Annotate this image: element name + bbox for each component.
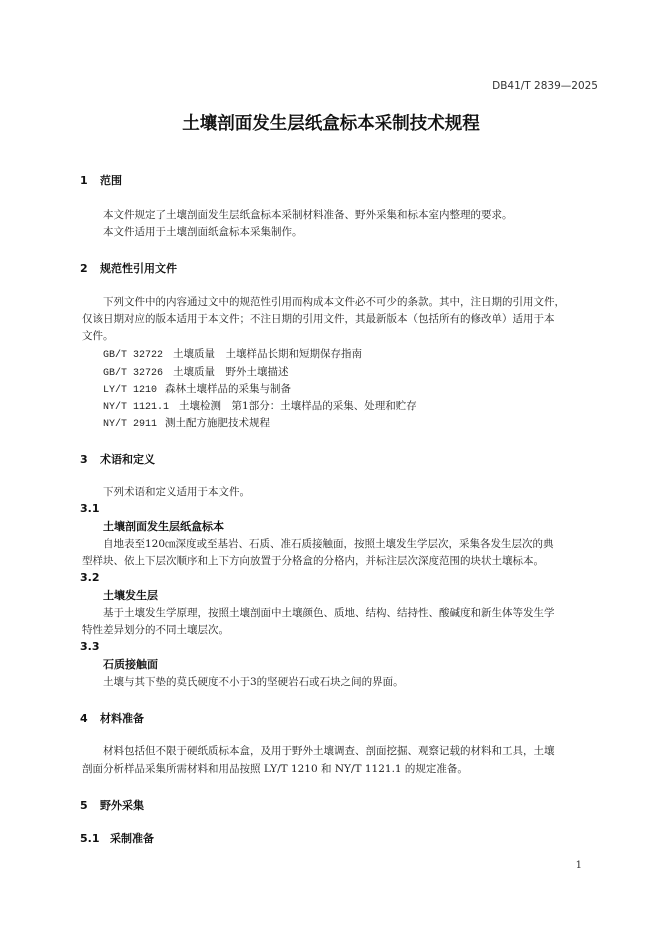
standard-number: DB41/T 2839—2025 — [492, 80, 598, 92]
term-definition-line: 自地表至120㎝深度或至基岩、石质、准石质接触面，按照土壤发生学层次，采集各发生层次的典 — [103, 538, 554, 550]
paragraph-line: 文件。 — [82, 330, 114, 342]
section-5-heading — [80, 797, 144, 813]
subsection-5-1-heading — [80, 830, 154, 846]
section-number: 3 — [80, 453, 88, 466]
reference-title: 土壤质量 野外土壤描述 — [173, 366, 289, 378]
reference-item — [103, 398, 417, 413]
reference-code: NY/T 1121.1 — [103, 402, 170, 413]
subsection-number: 5.1 — [80, 832, 100, 845]
reference-code: LY/T 1210 — [103, 385, 158, 396]
reference-code: GB/T 32726 — [103, 368, 164, 379]
paragraph-line: 下列文件中的内容通过文中的规范性引用而构成本文件必不可少的条款。其中，注日期的引用文件， — [103, 296, 565, 308]
term-number: 3.2 — [80, 571, 100, 584]
page-number: 1 — [575, 860, 582, 871]
term-title: 土壤发生层 — [103, 589, 158, 602]
reference-item — [103, 364, 289, 379]
paragraph: 下列术语和定义适用于本文件。 — [103, 486, 250, 498]
term-title: 土壤剖面发生层纸盒标本 — [103, 520, 224, 533]
document-title: 土壤剖面发生层纸盒标本采制技术规程 — [182, 114, 480, 134]
term-definition-line: 型样块、依上下层次顺序和上下方向放置于分格盒的分格内，并标注层次深度范围的块状土壤标本。 — [82, 555, 544, 567]
section-number: 1 — [80, 174, 88, 187]
section-title: 野外采集 — [100, 799, 144, 812]
term-definition-line: 特性差异划分的不同土壤层次。 — [82, 624, 229, 636]
subsection-title: 采制准备 — [110, 832, 154, 845]
paragraph-line: 材料包括但不限于硬纸质标本盒，及用于野外土壤调查、剖面挖掘、观察记载的材料和工具，土壤 — [103, 745, 555, 757]
paragraph-line: 剖面分析样品采集所需材料和用品按照 LY/T 1210 和 NY/T 1121.1 的规定准备。 — [82, 763, 468, 775]
paragraph-line: 仅该日期对应的版本适用于本文件；不注日期的引用文件，其最新版本（包括所有的修改单）适用于本 — [82, 313, 555, 325]
reference-title: 土壤质量 土壤样品长期和短期保存指南 — [173, 348, 363, 360]
term-definition-line: 土壤与其下垫的莫氏硬度不小于3的坚硬岩石或石块之间的界面。 — [103, 676, 404, 688]
section-2-heading — [80, 260, 177, 276]
reference-title: 土壤检测 第1部分：土壤样品的采集、处理和贮存 — [179, 400, 417, 412]
section-number: 2 — [80, 262, 88, 275]
section-title: 规范性引用文件 — [100, 262, 177, 275]
paragraph: 本文件适用于土壤剖面纸盒标本采集制作。 — [103, 226, 303, 238]
reference-title: 测土配方施肥技术规程 — [165, 417, 271, 429]
paragraph: 本文件规定了土壤剖面发生层纸盒标本采制材料准备、野外采集和标本室内整理的要求。 — [103, 209, 513, 221]
reference-item — [103, 381, 291, 396]
reference-title: 森林土壤样品的采集与制备 — [165, 383, 292, 395]
section-number: 4 — [80, 712, 88, 725]
reference-code: NY/T 2911 — [103, 419, 158, 430]
section-number: 5 — [80, 799, 88, 812]
reference-item — [103, 415, 270, 430]
reference-code: GB/T 32722 — [103, 350, 164, 361]
term-number: 3.1 — [80, 502, 100, 515]
section-title: 范围 — [100, 174, 122, 187]
term-title: 石质接触面 — [103, 658, 158, 671]
section-1-heading — [80, 172, 122, 188]
section-title: 术语和定义 — [100, 453, 155, 466]
reference-item — [103, 346, 362, 361]
term-definition-line: 基于土壤发生学原理，按照土壤剖面中土壤颜色、质地、结构、结持性、酸碱度和新生体等发生学 — [103, 607, 555, 619]
section-4-heading — [80, 710, 144, 726]
section-3-heading — [80, 451, 155, 467]
term-number: 3.3 — [80, 640, 100, 653]
section-title: 材料准备 — [100, 712, 144, 725]
